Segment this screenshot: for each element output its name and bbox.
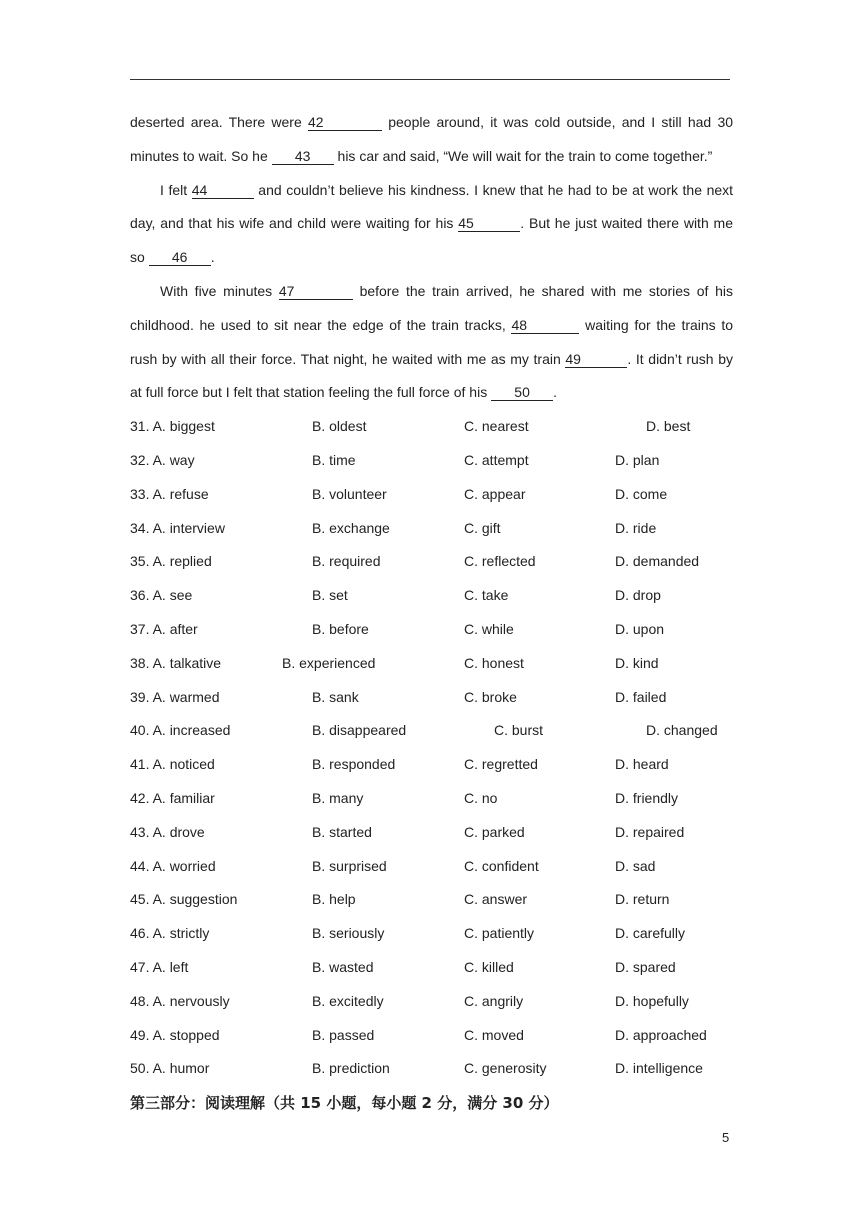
option-c: C. gift: [464, 520, 501, 536]
option-c: C. angrily: [464, 993, 524, 1009]
passage-line: rush by with all their force. That night, he waited with me as my train 49 . It didn’t rush by: [130, 351, 733, 367]
option-c: C. while: [464, 621, 514, 637]
option-a: 42. A. familiar: [130, 790, 215, 806]
option-d: D. spared: [615, 959, 676, 975]
option-c: C. no: [464, 790, 498, 806]
page-number: 5: [722, 1130, 730, 1145]
option-d: D. friendly: [615, 790, 679, 806]
blank: 48: [511, 317, 579, 334]
option-a: 38. A. talkative: [130, 655, 222, 671]
blank: 45: [458, 215, 520, 232]
option-a: 49. A. stopped: [130, 1027, 220, 1043]
option-b: B. excitedly: [312, 993, 384, 1009]
option-d: D. failed: [615, 689, 667, 705]
option-a: 40. A. increased: [130, 722, 231, 738]
option-b: B. seriously: [312, 925, 385, 941]
option-c: C. honest: [464, 655, 524, 671]
option-b: B. many: [312, 790, 364, 806]
header-rule: [130, 79, 730, 80]
option-c: C. regretted: [464, 756, 538, 772]
option-b: B. exchange: [312, 520, 390, 536]
option-a: 46. A. strictly: [130, 925, 210, 941]
passage-line: With five minutes 47 before the train arrived, he shared with me stories of his: [160, 283, 733, 299]
option-d: D. come: [615, 486, 668, 502]
option-b: B. required: [312, 553, 381, 569]
option-a: 50. A. humor: [130, 1060, 210, 1076]
option-a: 48. A. nervously: [130, 993, 230, 1009]
option-b: B. prediction: [312, 1060, 390, 1076]
option-c: C. nearest: [464, 418, 529, 434]
passage-line: I felt 44 and couldn’t believe his kindness. I knew that he had to be at work the next: [160, 182, 734, 198]
option-d: D. carefully: [615, 925, 686, 941]
option-d: D. changed: [646, 722, 718, 738]
option-c: C. broke: [464, 689, 517, 705]
option-b: B. experienced: [282, 655, 376, 671]
option-b: B. started: [312, 824, 372, 840]
option-c: C. generosity: [464, 1060, 547, 1076]
option-d: D. intelligence: [615, 1060, 703, 1076]
option-d: D. heard: [615, 756, 669, 772]
blank: 46: [149, 249, 211, 266]
passage-line: childhood. he used to sit near the edge of the train tracks, 48 waiting for the trains to: [130, 317, 734, 333]
option-b: B. oldest: [312, 418, 367, 434]
option-d: D. hopefully: [615, 993, 689, 1009]
option-d: D. approached: [615, 1027, 707, 1043]
blank: 44: [192, 182, 254, 199]
passage-line: so 46 .: [130, 249, 215, 265]
option-a: 45. A. suggestion: [130, 891, 238, 907]
option-b: B. responded: [312, 756, 396, 772]
option-c: C. take: [464, 587, 509, 603]
option-a: 31. A. biggest: [130, 418, 215, 434]
option-a: 44. A. worried: [130, 858, 216, 874]
option-b: B. wasted: [312, 959, 374, 975]
option-d: D. kind: [615, 655, 659, 671]
option-b: B. surprised: [312, 858, 387, 874]
option-d: D. plan: [615, 452, 660, 468]
option-a: 47. A. left: [130, 959, 189, 975]
option-a: 32. A. way: [130, 452, 195, 468]
option-a: 39. A. warmed: [130, 689, 220, 705]
option-d: D. drop: [615, 587, 661, 603]
option-b: B. help: [312, 891, 356, 907]
option-d: D. demanded: [615, 553, 700, 569]
blank: 50: [491, 384, 553, 401]
option-c: C. parked: [464, 824, 525, 840]
option-d: D. best: [646, 418, 691, 434]
option-a: 41. A. noticed: [130, 756, 215, 772]
passage-line: day, and that his wife and child were waiting for his 45 . But he just waited there with me: [130, 215, 733, 231]
option-c: C. burst: [494, 722, 544, 738]
option-d: D. repaired: [615, 824, 685, 840]
option-d: D. return: [615, 891, 670, 907]
passage-line: at full force but I felt that station feeling the full force of his 50 .: [130, 384, 557, 400]
option-b: B. time: [312, 452, 356, 468]
option-b: B. before: [312, 621, 369, 637]
option-a: 36. A. see: [130, 587, 193, 603]
blank: 42: [308, 114, 382, 131]
option-c: C. appear: [464, 486, 526, 502]
option-a: 37. A. after: [130, 621, 198, 637]
blank: 47: [279, 283, 353, 300]
section-title: 第三部分：阅读理解（共 15 小题，每小题 2 分，满分 30 分）: [130, 1094, 559, 1112]
blank: 43: [272, 148, 334, 165]
option-c: C. killed: [464, 959, 514, 975]
option-a: 34. A. interview: [130, 520, 225, 536]
option-b: B. sank: [312, 689, 359, 705]
option-c: C. moved: [464, 1027, 524, 1043]
passage-line: minutes to wait. So he 43 his car and said, “We will wait for the train to come together.”: [130, 148, 713, 164]
option-a: 35. A. replied: [130, 553, 212, 569]
option-b: B. set: [312, 587, 348, 603]
option-c: C. attempt: [464, 452, 529, 468]
option-c: C. answer: [464, 891, 528, 907]
option-c: C. patiently: [464, 925, 535, 941]
option-b: B. volunteer: [312, 486, 387, 502]
option-d: D. sad: [615, 858, 656, 874]
option-a: 43. A. drove: [130, 824, 205, 840]
option-d: D. upon: [615, 621, 665, 637]
blank: 49: [565, 351, 627, 368]
option-a: 33. A. refuse: [130, 486, 209, 502]
option-b: B. disappeared: [312, 722, 407, 738]
passage-line: deserted area. There were 42 people around, it was cold outside, and I still had 30: [130, 114, 734, 130]
option-d: D. ride: [615, 520, 657, 536]
option-c: C. reflected: [464, 553, 536, 569]
option-c: C. confident: [464, 858, 539, 874]
option-b: B. passed: [312, 1027, 375, 1043]
